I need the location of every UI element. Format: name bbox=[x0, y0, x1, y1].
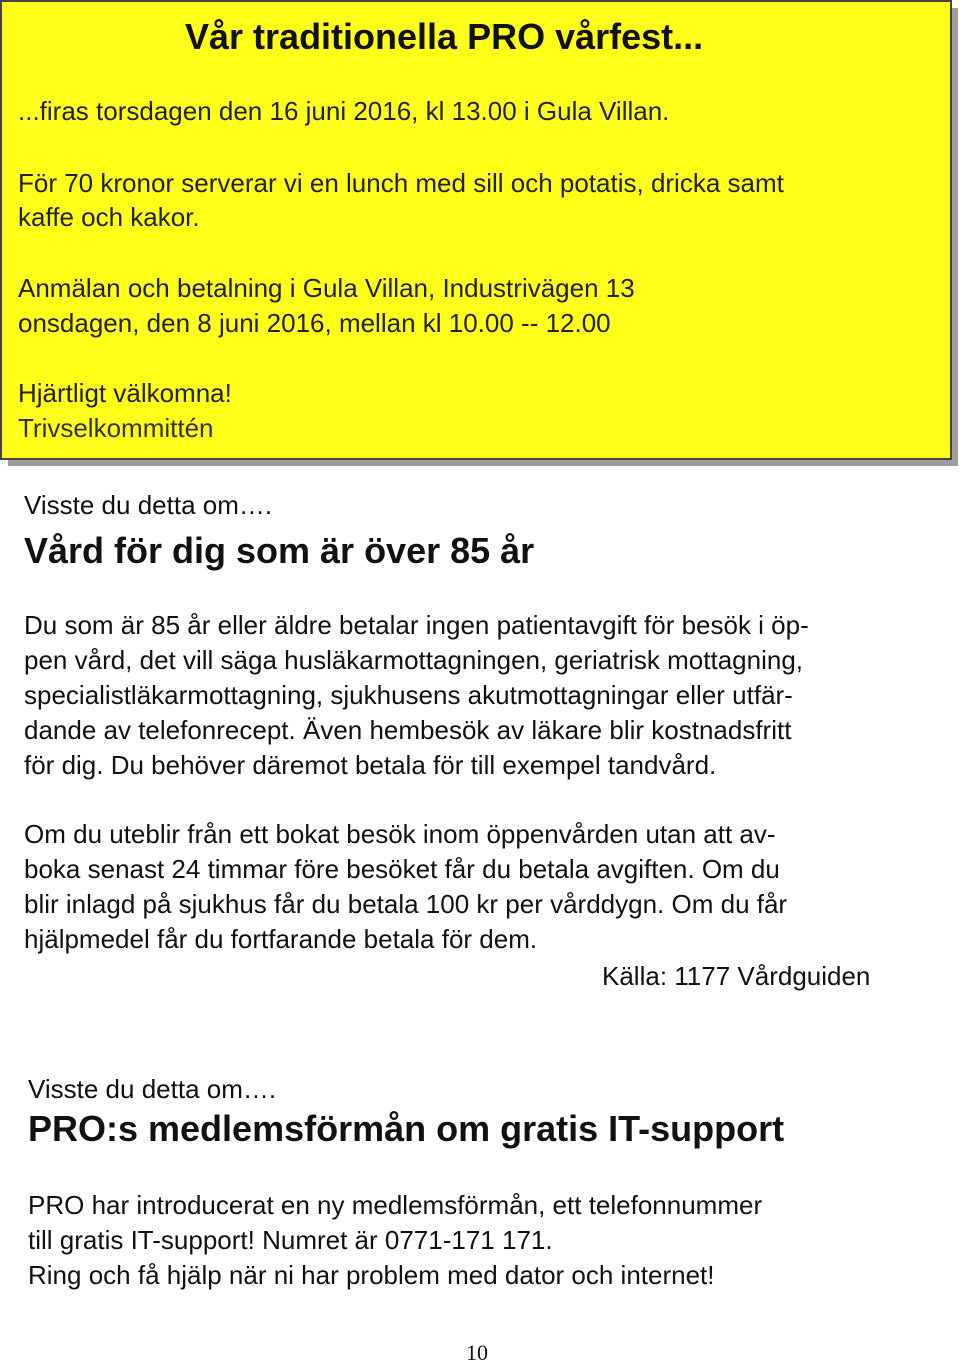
event-headline: Vår traditionella PRO vårfest... bbox=[185, 16, 704, 57]
page-number: 10 bbox=[466, 1340, 488, 1365]
text-line: boka senast 24 timmar före besöket får du betala avgiften. Om du bbox=[24, 854, 780, 884]
care-paragraph-1 bbox=[24, 608, 809, 783]
text-line: hjälpmedel får du fortfarande betala för dem. bbox=[24, 924, 538, 954]
event-date-line: ...firas torsdagen den 16 juni 2016, kl 13.00 i Gula Villan. bbox=[18, 96, 670, 126]
event-welcome: Hjärtligt välkomna! bbox=[18, 378, 232, 408]
text-line: för dig. Du behöver däremot betala för till exempel tandvård. bbox=[24, 750, 717, 780]
text-line: Ring och få hjälp när ni har problem med dator och internet! bbox=[28, 1260, 715, 1290]
text-line: Du som är 85 år eller äldre betalar ingen patientavgift för besök i öp- bbox=[24, 610, 809, 640]
event-signature: Trivselkommittén bbox=[18, 413, 214, 443]
care-paragraph-2 bbox=[24, 817, 787, 957]
text-line: specialistläkarmottagning, sjukhusens akutmottagningar eller utfär- bbox=[24, 680, 793, 710]
text-line: dande av telefonrecept. Även hembesök av läkare blir kostnadsfritt bbox=[24, 715, 792, 745]
event-lunch-line-2: kaffe och kakor. bbox=[18, 202, 200, 232]
care-source: Källa: 1177 Vårdguiden bbox=[602, 961, 871, 991]
text-line: till gratis IT-support! Numret är 0771-171 171. bbox=[28, 1225, 553, 1255]
care-pre-title: Visste du detta om…. bbox=[24, 490, 273, 520]
event-lunch-line-1: För 70 kronor serverar vi en lunch med sill och potatis, dricka samt bbox=[18, 168, 784, 198]
care-title: Vård för dig som är över 85 år bbox=[24, 530, 535, 571]
event-signup-line-2: onsdagen, den 8 juni 2016, mellan kl 10.00 -- 12.00 bbox=[18, 308, 611, 338]
event-signup-line-1: Anmälan och betalning i Gula Villan, Industrivägen 13 bbox=[18, 273, 635, 303]
text-line: Om du uteblir från ett bokat besök inom öppenvården utan att av- bbox=[24, 819, 776, 849]
it-paragraph bbox=[28, 1188, 762, 1293]
text-line: pen vård, det vill säga husläkarmottagningen, geriatrisk mottagning, bbox=[24, 645, 803, 675]
text-line: blir inlagd på sjukhus får du betala 100 kr per vårddygn. Om du får bbox=[24, 889, 788, 919]
text-line: PRO har introducerat en ny medlemsförmån, ett telefonnummer bbox=[28, 1190, 763, 1220]
it-title: PRO:s medlemsförmån om gratis IT-support bbox=[28, 1108, 785, 1149]
it-pre-title: Visste du detta om…. bbox=[28, 1074, 277, 1104]
